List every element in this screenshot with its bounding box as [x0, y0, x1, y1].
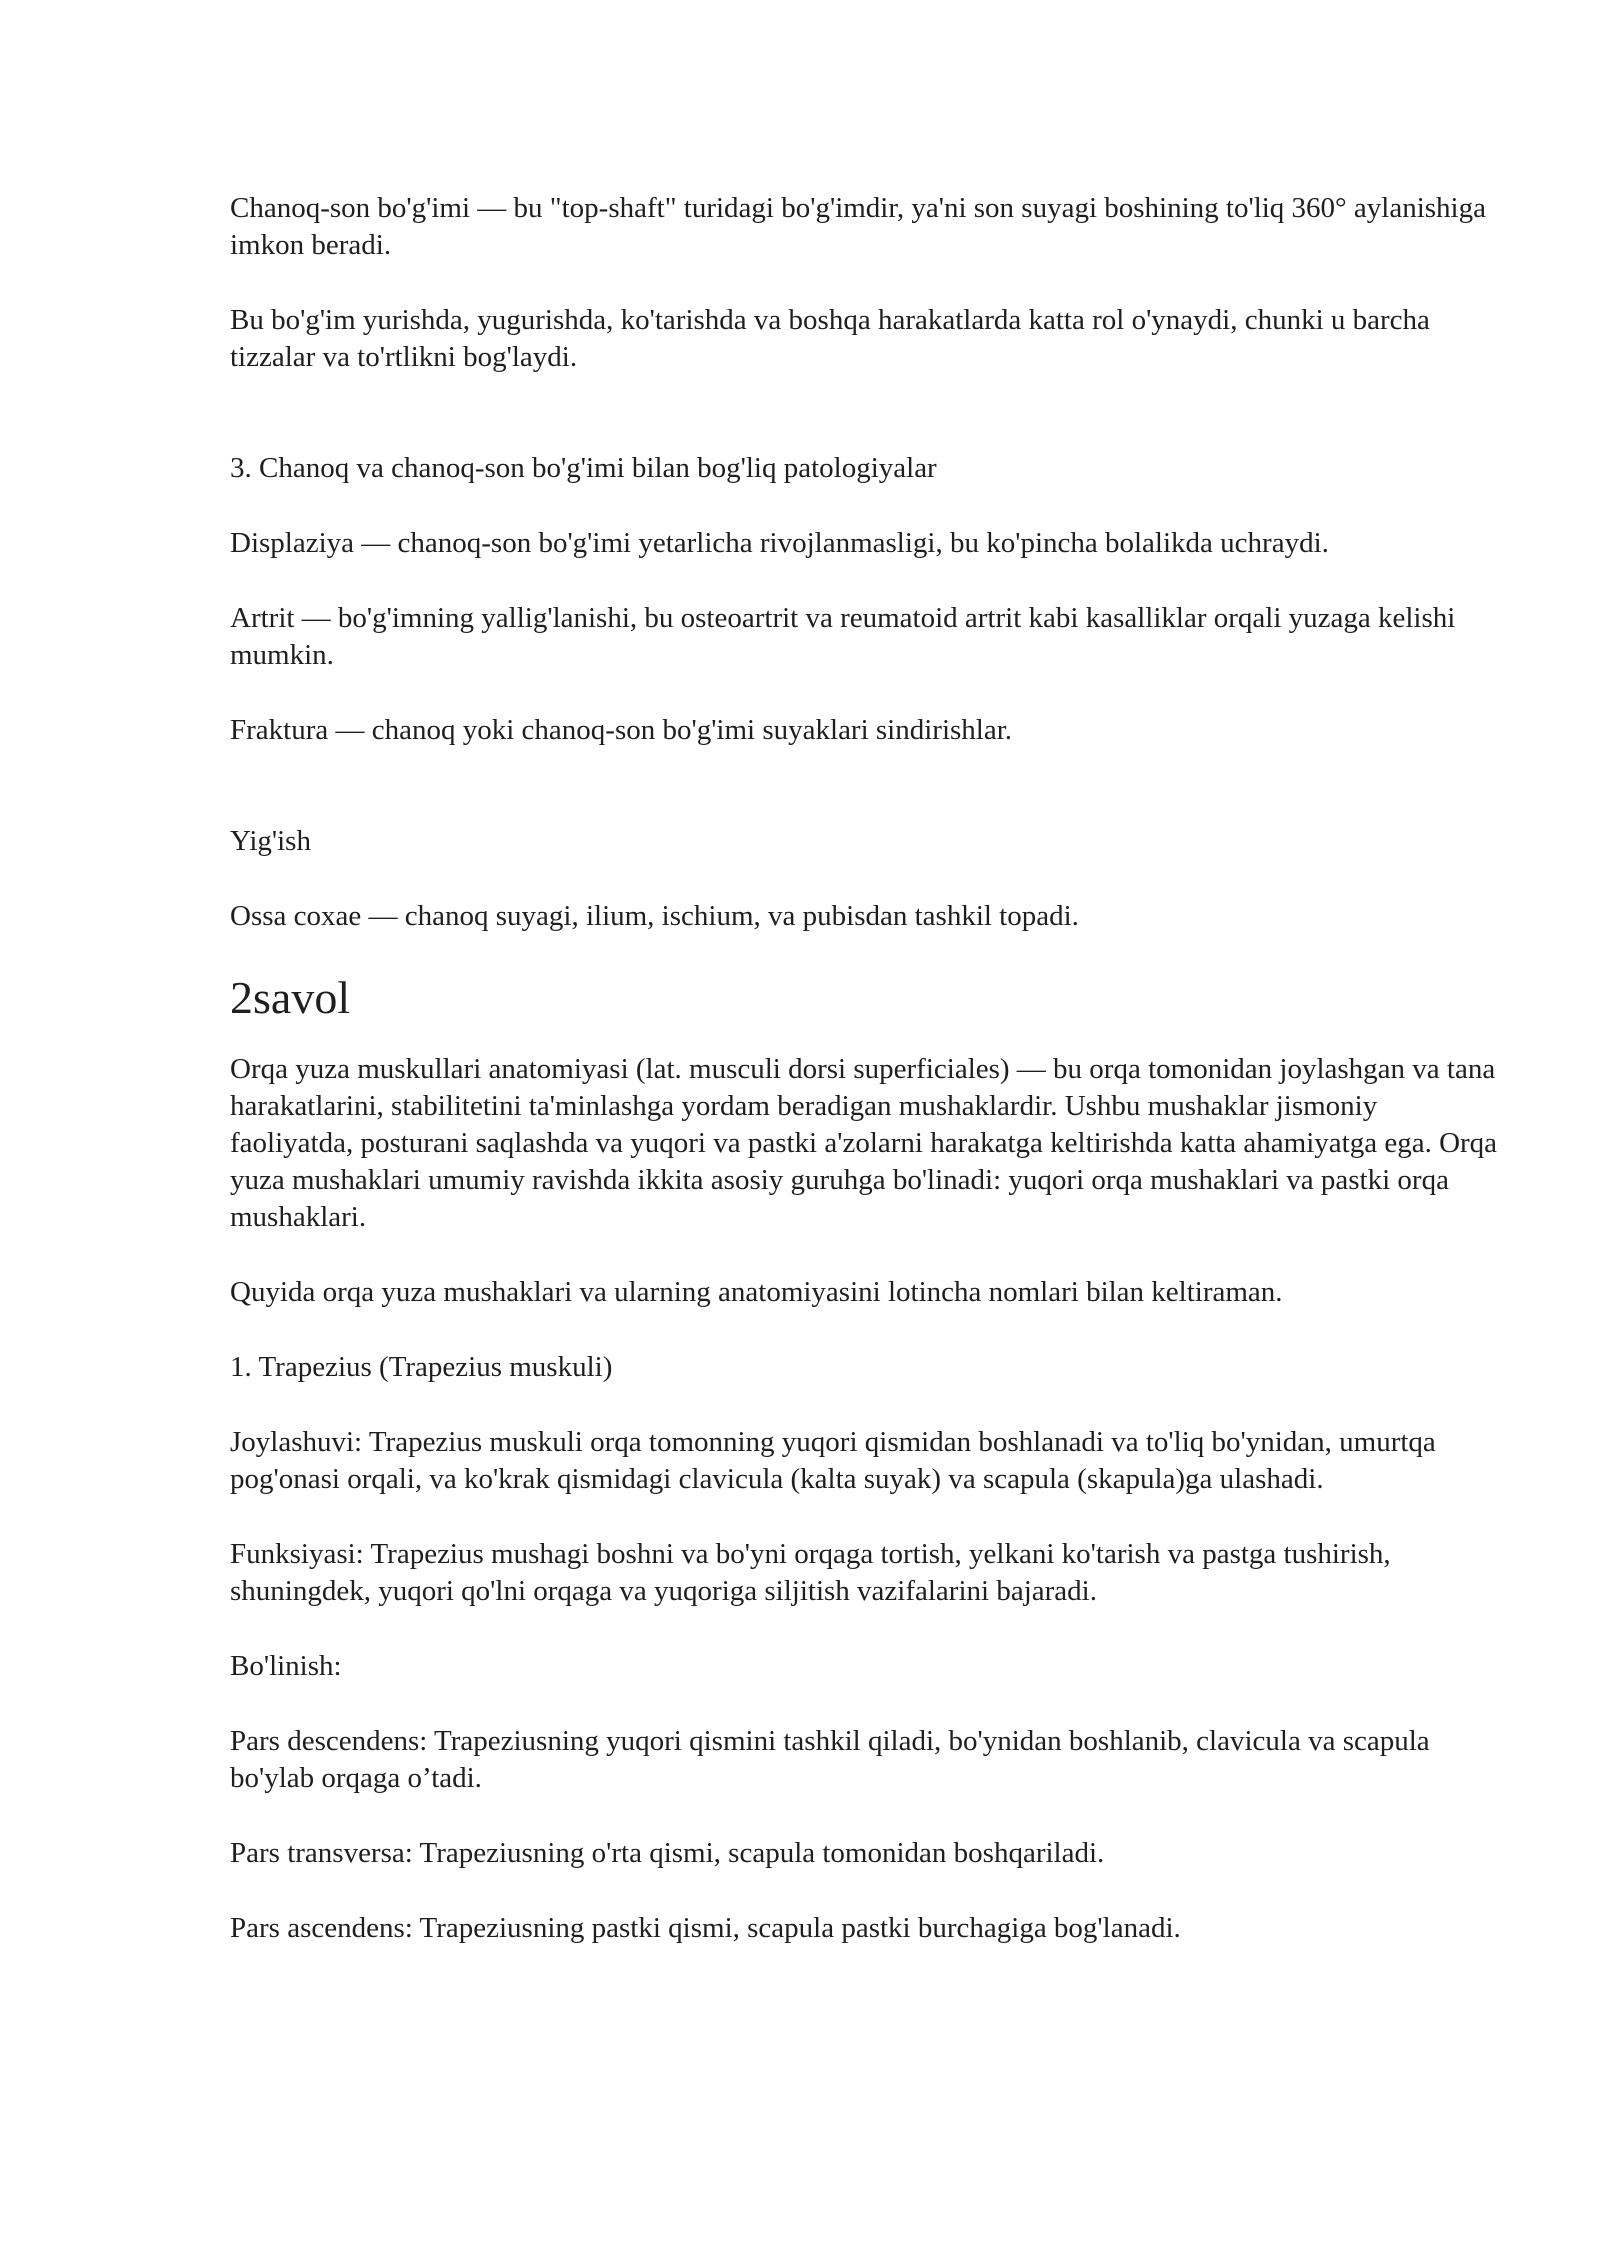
paragraph: Quyida orqa yuza mushaklari va ularning anatomiyasini lotincha nomlari bilan keltiraman.: [230, 1276, 1283, 1308]
section-title: 3. Chanoq va chanoq-son bo'g'imi bilan bog'liq patologiyalar: [230, 452, 937, 484]
paragraph: Artrit — bo'g'imning yallig'lanishi, bu osteoartrit va reumatoid artrit kabi kasalliklar orqali yuzaga kelishi mumkin.: [230, 602, 1456, 671]
paragraph: Chanoq-son bo'g'imi — bu "top-shaft" turidagi bo'g'imdir, ya'ni son suyagi boshining to'liq 360° aylanishiga imkon beradi.: [230, 192, 1486, 261]
document-body: [230, 190, 1500, 1985]
paragraph: Joylashuvi: Trapezius muskuli orqa tomonning yuqori qismidan boshlanadi va to'liq bo'ynidan, umurtqa pog'onasi orqali, va ko'krak qismidagi clavicula (kalta suyak) va scapula (skapula)ga ulashadi.: [230, 1426, 1436, 1495]
paragraph: Bu bo'g'im yurishda, yugurishda, ko'tarishda va boshqa harakatlarda katta rol o'ynaydi, chunki u barcha tizzalar va to'rtlikni bog'laydi.: [230, 304, 1430, 373]
paragraph: Ossa coxae — chanoq suyagi, ilium, ischium, va pubisdan tashkil topadi.: [230, 900, 1079, 932]
paragraph: Orqa yuza muskullari anatomiyasi (lat. musculi dorsi superficiales) — bu orqa tomonidan joylashgan va tana harakatlarini, stabilitetini ta'minlashga yordam beradigan mushaklardir. Ushbu mushaklar jismoniy faoliyatda, posturani saqlashda va yuqori va pastki a'zolarni harakatga keltirishda katta ahamiyatga ega. Orqa yuza mushaklari umumiy ravishda ikkita asosiy guruhga bo'linadi: yuqori orqa mushaklari va pastki orqa mushaklari.: [230, 1053, 1498, 1233]
paragraph: Pars ascendens: Trapeziusning pastki qismi, scapula pastki burchagiga bog'lanadi.: [230, 1912, 1181, 1944]
section-title: Yig'ish: [230, 825, 311, 857]
paragraph: Funksiyasi: Trapezius mushagi boshni va bo'yni orqaga tortish, yelkani ko'tarish va pastga tushirish, shuningdek, yuqori qo'lni orqaga va yuqoriga siljitish vazifalarini bajaradi.: [230, 1538, 1391, 1607]
paragraph: Displaziya — chanoq-son bo'g'imi yetarlicha rivojlanmasligi, bu ko'pincha bolalikda uchraydi.: [230, 527, 1329, 559]
paragraph: Bo'linish:: [230, 1650, 342, 1682]
paragraph: Fraktura — chanoq yoki chanoq-son bo'g'imi suyaklari sindirishlar.: [230, 714, 1013, 746]
paragraph: Pars descendens: Trapeziusning yuqori qismini tashkil qiladi, bo'ynidan boshlanib, clavicula va scapula bo'ylab orqaga o’tadi.: [230, 1725, 1430, 1794]
section-heading: 2savol: [230, 972, 351, 1023]
paragraph: Pars transversa: Trapeziusning o'rta qismi, scapula tomonidan boshqariladi.: [230, 1837, 1105, 1869]
list-item-title: 1. Trapezius (Trapezius muskuli): [230, 1351, 613, 1383]
